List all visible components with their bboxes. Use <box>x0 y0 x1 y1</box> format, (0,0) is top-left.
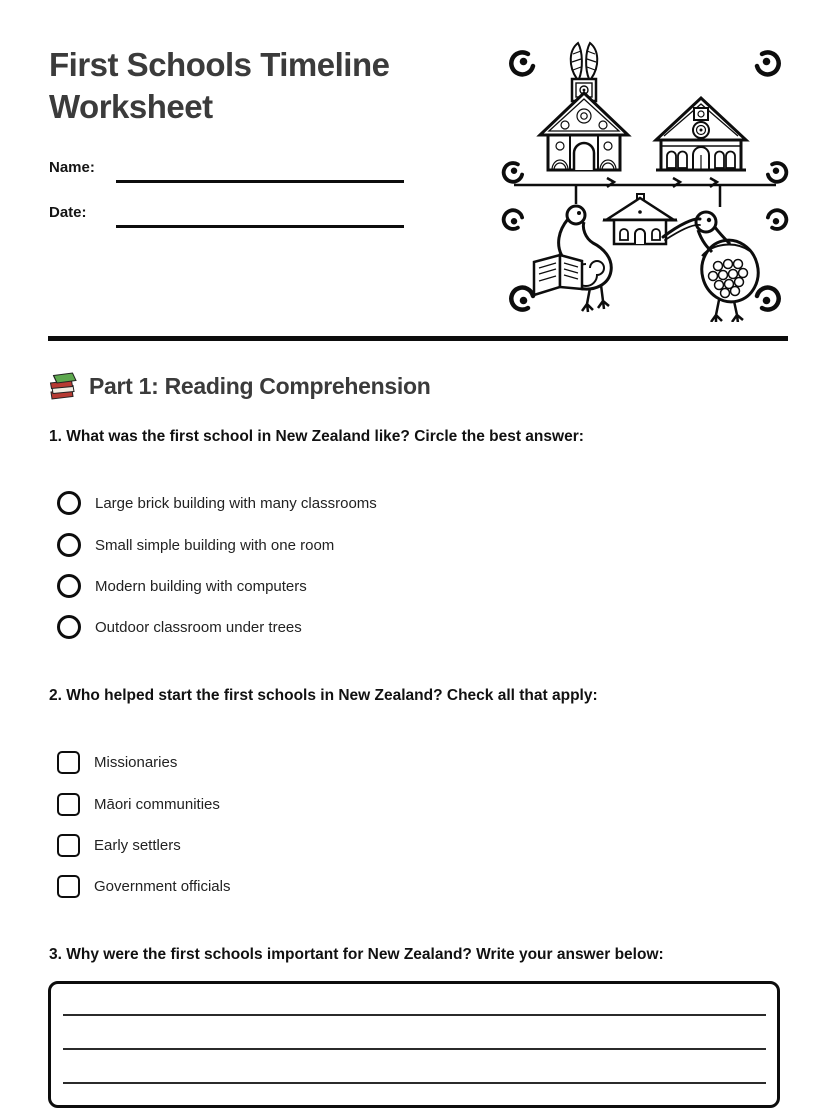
kiwi-icon <box>663 212 765 322</box>
option-label: Small simple building with one room <box>95 536 335 554</box>
part1-title: Part 1: Reading Comprehension <box>89 372 431 399</box>
question-3-prompt: 3. Why were the first schools important for New Zealand? Write your answer below: <box>49 946 664 963</box>
open-book-icon <box>534 255 582 295</box>
q1-option-row <box>57 491 377 515</box>
answer-checkbox[interactable] <box>57 875 80 898</box>
koru-scroll-right <box>768 163 786 229</box>
feathers-icon <box>571 43 598 79</box>
option-label: Māori communities <box>94 795 220 813</box>
option-label: Missionaries <box>94 753 178 771</box>
question-2-prompt: 2. Who helped start the first schools in New Zealand? Check all that apply: <box>49 687 598 704</box>
answer-circle[interactable] <box>57 615 81 639</box>
q2-option-row <box>57 874 230 898</box>
option-label: Large brick building with many classrooms <box>95 494 377 512</box>
q1-option-row <box>57 574 307 598</box>
option-label: Government officials <box>94 877 231 895</box>
koru-scroll-left <box>504 163 522 229</box>
timeline-illustration <box>498 34 792 322</box>
q1-option-row <box>57 615 302 639</box>
writing-line[interactable] <box>63 1014 766 1016</box>
q2-option-row <box>57 792 220 816</box>
answer-circle[interactable] <box>57 574 81 598</box>
writing-line[interactable] <box>63 1048 766 1050</box>
colonial-school-icon <box>656 98 746 170</box>
answer-checkbox[interactable] <box>57 834 80 857</box>
date-input-line[interactable] <box>116 225 404 228</box>
date-label: Date: <box>49 204 87 221</box>
section-divider <box>48 336 788 341</box>
option-label: Early settlers <box>94 836 181 854</box>
option-label: Modern building with computers <box>95 577 307 595</box>
page-title: First Schools Timeline Worksheet <box>49 46 390 126</box>
answer-circle[interactable] <box>57 533 81 557</box>
books-stack-icon <box>48 372 78 400</box>
q2-option-row <box>57 750 177 774</box>
name-input-line[interactable] <box>116 180 404 183</box>
answer-circle[interactable] <box>57 491 81 515</box>
written-answer-box[interactable] <box>48 981 780 1108</box>
writing-line[interactable] <box>63 1082 766 1084</box>
question-1-prompt: 1. What was the first school in New Zealand like? Circle the best answer: <box>49 428 584 445</box>
q1-option-row <box>57 533 334 557</box>
q2-option-row <box>57 833 181 857</box>
option-label: Outdoor classroom under trees <box>95 618 302 636</box>
name-label: Name: <box>49 159 95 176</box>
answer-checkbox[interactable] <box>57 793 80 816</box>
wharenui-icon <box>540 43 628 170</box>
part1-heading <box>48 372 430 400</box>
kiwi-reading-book-icon <box>534 206 611 312</box>
answer-checkbox[interactable] <box>57 751 80 774</box>
